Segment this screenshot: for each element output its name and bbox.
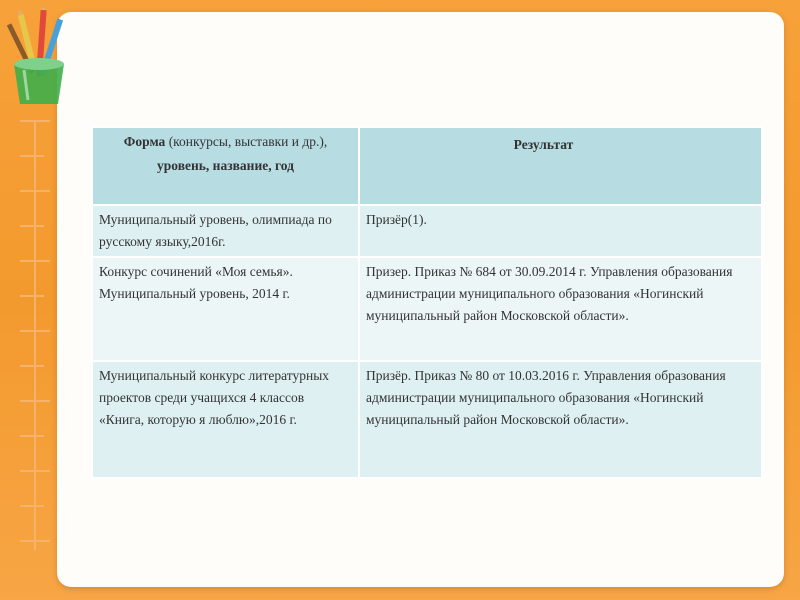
form-cell: Муниципальный конкурс литературных проектов среди учащихся 4 классов «Книга, которую я люблю»,2016 г. — [92, 361, 359, 478]
result-cell: Призер. Приказ № 684 от 30.09.2014 г. Управления образования администрации муниципального образования «Ногинский муниципальный район Московской области». — [359, 257, 762, 361]
ruler-tick — [20, 540, 50, 542]
result-cell: Призёр. Приказ № 80 от 10.03.2016 г. Управления образования администрации муниципального образования «Ногинский муниципальный район Московской области». — [359, 361, 762, 478]
table-header-row — [92, 127, 762, 205]
header-form-cell — [92, 127, 359, 205]
table-row — [92, 257, 762, 361]
ruler-tick — [20, 365, 44, 367]
header-form-line2: уровень, название, год — [157, 158, 294, 173]
header-form-rest: (конкурсы, выставки и др.), — [165, 134, 328, 149]
results-table — [91, 126, 763, 479]
ruler-line — [34, 120, 36, 550]
header-form-bold: Форма — [123, 134, 166, 149]
header-result-label: Результат — [513, 137, 574, 152]
header-result-cell — [359, 127, 762, 205]
ruler-tick — [20, 505, 44, 507]
ruler-tick — [20, 400, 50, 402]
ruler-tick — [20, 435, 44, 437]
ruler-tick — [20, 190, 50, 192]
ruler-tick — [20, 470, 50, 472]
form-cell: Конкурс сочинений «Моя семья». Муниципальный уровень, 2014 г. — [92, 257, 359, 361]
result-cell: Призёр(1). — [359, 205, 762, 257]
form-cell: Муниципальный уровень, олимпиада по русскому языку,2016г. — [92, 205, 359, 257]
ruler-tick — [20, 260, 50, 262]
ruler-tick — [20, 155, 44, 157]
table-row — [92, 361, 762, 478]
ruler-tick — [20, 120, 50, 122]
ruler-decoration — [20, 120, 60, 550]
ruler-tick — [20, 225, 44, 227]
table-row — [92, 205, 762, 257]
ruler-tick — [20, 330, 50, 332]
ruler-tick — [20, 295, 44, 297]
pencil-cup-icon — [4, 8, 74, 108]
